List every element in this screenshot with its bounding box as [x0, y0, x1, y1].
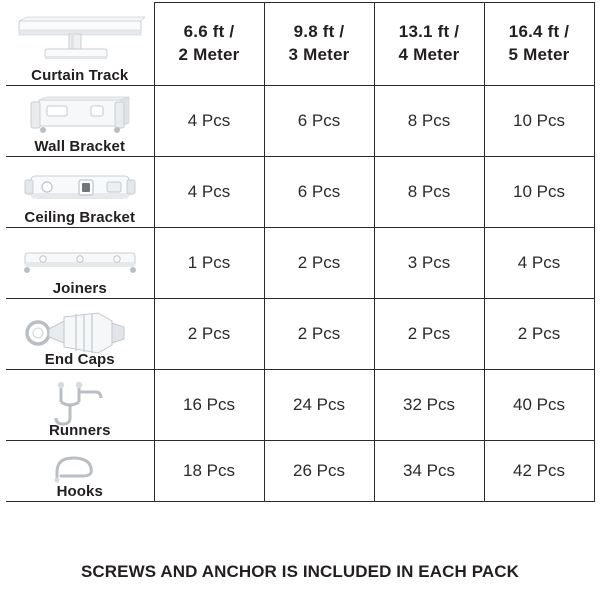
qty-hooks-4m: 34 Pcs	[374, 441, 484, 502]
column-header-3m-line2: 3 Meter	[288, 45, 350, 64]
column-header-2m	[154, 3, 264, 86]
table-row	[6, 228, 594, 299]
part-label-curtain-track: Curtain Track	[31, 66, 129, 84]
table-row	[6, 157, 594, 228]
part-cell-hooks	[6, 441, 154, 502]
qty-end-caps-2m: 2 Pcs	[154, 299, 264, 370]
qty-end-caps-4m: 2 Pcs	[374, 299, 484, 370]
part-label-joiners: Joiners	[52, 279, 107, 297]
part-cell-joiners	[6, 228, 154, 299]
qty-end-caps-5m: 2 Pcs	[484, 299, 594, 370]
column-header-3m	[264, 3, 374, 86]
part-cell-curtain-track	[6, 3, 154, 86]
qty-hooks-3m: 26 Pcs	[264, 441, 374, 502]
table-row	[6, 86, 594, 157]
qty-hooks-2m: 18 Pcs	[154, 441, 264, 502]
column-header-4m-line1: 13.1 ft /	[398, 22, 460, 42]
qty-runners-5m: 40 Pcs	[484, 370, 594, 441]
column-header-4m	[374, 3, 484, 86]
table-header-row	[6, 3, 594, 86]
column-header-4m-line2: 4 Meter	[398, 45, 460, 64]
part-label-ceiling-bracket: Ceiling Bracket	[24, 208, 136, 226]
spec-table-sheet	[0, 2, 600, 602]
qty-joiners-4m: 3 Pcs	[374, 228, 484, 299]
part-cell-end-caps	[6, 299, 154, 370]
qty-joiners-2m: 1 Pcs	[154, 228, 264, 299]
qty-ceiling-bracket-4m: 8 Pcs	[374, 157, 484, 228]
qty-wall-bracket-5m: 10 Pcs	[484, 86, 594, 157]
qty-wall-bracket-4m: 8 Pcs	[374, 86, 484, 157]
column-header-3m-line1: 9.8 ft /	[293, 22, 345, 42]
column-header-5m-line2: 5 Meter	[508, 45, 570, 64]
qty-wall-bracket-3m: 6 Pcs	[264, 86, 374, 157]
part-label-end-caps: End Caps	[44, 350, 115, 368]
part-label-hooks: Hooks	[56, 482, 103, 500]
column-header-2m-line2: 2 Meter	[178, 45, 240, 64]
column-header-5m	[484, 3, 594, 86]
part-cell-runners	[6, 370, 154, 441]
part-cell-wall-bracket	[6, 86, 154, 157]
qty-joiners-5m: 4 Pcs	[484, 228, 594, 299]
qty-ceiling-bracket-3m: 6 Pcs	[264, 157, 374, 228]
qty-runners-2m: 16 Pcs	[154, 370, 264, 441]
qty-joiners-3m: 2 Pcs	[264, 228, 374, 299]
parts-quantity-table	[6, 2, 595, 502]
qty-end-caps-3m: 2 Pcs	[264, 299, 374, 370]
qty-runners-4m: 32 Pcs	[374, 370, 484, 441]
column-header-5m-line1: 16.4 ft /	[508, 22, 570, 42]
qty-runners-3m: 24 Pcs	[264, 370, 374, 441]
curtain-track-icon	[15, 15, 145, 72]
part-label-wall-bracket: Wall Bracket	[34, 137, 126, 155]
part-label-runners: Runners	[48, 421, 111, 439]
footer-note: SCREWS AND ANCHOR IS INCLUDED IN EACH PACK	[80, 562, 520, 581]
table-row	[6, 370, 594, 441]
column-header-2m-line1: 6.6 ft /	[183, 22, 235, 42]
qty-wall-bracket-2m: 4 Pcs	[154, 86, 264, 157]
qty-ceiling-bracket-5m: 10 Pcs	[484, 157, 594, 228]
table-row	[6, 299, 594, 370]
part-cell-ceiling-bracket	[6, 157, 154, 228]
joiner-plate-icon	[17, 244, 143, 283]
table-row	[6, 441, 594, 502]
qty-hooks-5m: 42 Pcs	[484, 441, 594, 502]
qty-ceiling-bracket-2m: 4 Pcs	[154, 157, 264, 228]
